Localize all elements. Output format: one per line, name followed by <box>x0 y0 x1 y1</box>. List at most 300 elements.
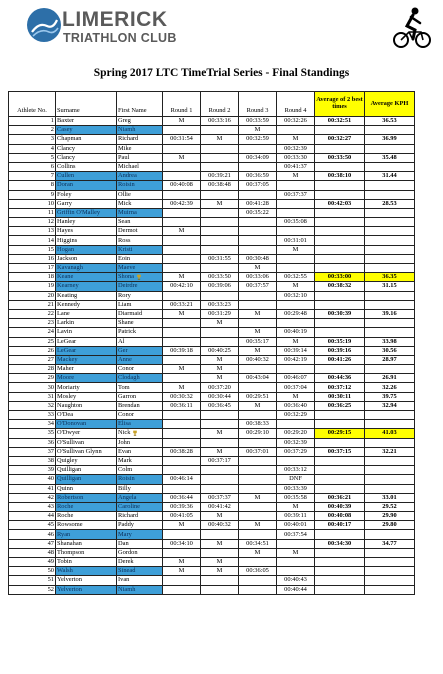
first-name-cell <box>117 502 163 511</box>
first-name-cell <box>117 264 163 273</box>
first-name-cell-text: Shane <box>118 319 134 327</box>
surname-cell-text: O'Donovan <box>57 420 87 428</box>
first-name-cell <box>117 236 163 245</box>
round2-cell <box>201 438 239 447</box>
athlete-no-cell <box>9 236 56 245</box>
surname-cell-text: Quilligan <box>57 466 82 474</box>
average-kph-cell <box>365 328 415 337</box>
round1-cell-text: 00:39:18 <box>170 346 193 354</box>
first-name-cell <box>117 548 163 557</box>
average-kph-cell <box>365 456 415 465</box>
round2-cell-text: 00:38:48 <box>208 181 231 189</box>
round3-cell <box>239 512 277 521</box>
round2-cell <box>201 502 239 511</box>
round2-cell <box>201 447 239 456</box>
average-best-cell <box>315 456 365 465</box>
athlete-no-cell-text: 32 <box>47 401 54 409</box>
round4-cell-text: 00:36:40 <box>284 401 307 409</box>
round4-cell <box>277 420 315 429</box>
round2-cell-text: M <box>216 567 223 575</box>
table-row <box>9 190 415 199</box>
average-best-cell <box>315 512 365 521</box>
first-name-cell <box>117 585 163 594</box>
round2-cell <box>201 585 239 594</box>
athlete-no-cell-text: 19 <box>47 282 54 290</box>
round3-cell <box>239 429 277 438</box>
surname-cell <box>56 319 117 328</box>
round3-cell <box>239 558 277 567</box>
average-kph-cell <box>365 144 415 153</box>
round2-cell <box>201 558 239 567</box>
round4-cell-text: 00:37:37 <box>284 190 307 198</box>
average-best-cell <box>315 190 365 199</box>
round2-cell <box>201 117 239 126</box>
round1-cell <box>163 190 201 199</box>
trophy-icon <box>136 274 142 280</box>
round4-cell <box>277 309 315 318</box>
athlete-no-cell-text: 16 <box>47 254 54 262</box>
average-kph-cell <box>365 273 415 282</box>
average-kph-cell-text: 29.52 <box>382 502 397 510</box>
round3-cell <box>239 383 277 392</box>
round4-cell-text: M <box>292 135 299 143</box>
round3-cell-text: 00:35:17 <box>246 337 269 345</box>
round1-cell-text: M <box>178 117 185 125</box>
round1-cell <box>163 117 201 126</box>
table-row <box>9 493 415 502</box>
average-kph-cell <box>365 117 415 126</box>
first-name-cell <box>117 199 163 208</box>
table-row <box>9 245 415 254</box>
round4-cell-text: M <box>292 245 299 253</box>
average-kph-cell <box>365 585 415 594</box>
round4-cell-text: 00:33:30 <box>284 153 307 161</box>
athlete-no-cell <box>9 374 56 383</box>
table-row <box>9 144 415 153</box>
round1-cell <box>163 411 201 420</box>
round2-cell-text: M <box>216 319 223 327</box>
round2-cell-text: 00:33:23 <box>208 300 231 308</box>
col-header: Round 4 <box>277 92 315 117</box>
round1-cell-text: M <box>178 567 185 575</box>
round4-cell <box>277 117 315 126</box>
round2-cell <box>201 227 239 236</box>
round1-cell-text: 00:40:08 <box>170 181 193 189</box>
round4-cell <box>277 374 315 383</box>
surname-cell <box>56 117 117 126</box>
round2-cell-text: M <box>216 512 223 520</box>
surname-cell <box>56 411 117 420</box>
first-name-cell <box>117 208 163 217</box>
round2-cell <box>201 466 239 475</box>
round3-cell-text: 00:36:59 <box>246 172 269 180</box>
round2-cell <box>201 264 239 273</box>
surname-cell-text: Lane <box>57 310 70 318</box>
table-row <box>9 521 415 530</box>
surname-cell <box>56 264 117 273</box>
round3-cell-text: M <box>254 401 261 409</box>
round3-cell-text: 00:40:32 <box>246 355 269 363</box>
round1-cell <box>163 181 201 190</box>
round3-cell <box>239 144 277 153</box>
surname-cell <box>56 493 117 502</box>
athlete-no-cell-text: 52 <box>47 585 54 593</box>
round4-cell <box>277 484 315 493</box>
average-best-cell <box>315 227 365 236</box>
surname-cell <box>56 236 117 245</box>
round2-cell-text: 00:37:20 <box>208 383 231 391</box>
surname-cell <box>56 199 117 208</box>
average-kph-cell <box>365 493 415 502</box>
round3-cell <box>239 521 277 530</box>
average-kph-cell-text: 28.97 <box>382 355 397 363</box>
surname-cell <box>56 328 117 337</box>
athlete-no-cell <box>9 126 56 135</box>
round3-cell <box>239 236 277 245</box>
average-kph-cell <box>365 346 415 355</box>
round4-cell <box>277 567 315 576</box>
first-name-cell <box>117 162 163 171</box>
round4-cell-text: 00:40:43 <box>284 576 307 584</box>
average-best-cell-text: 00:36:21 <box>327 493 352 501</box>
round2-cell <box>201 245 239 254</box>
athlete-no-cell <box>9 493 56 502</box>
athlete-no-cell <box>9 218 56 227</box>
round1-cell <box>163 245 201 254</box>
average-kph-cell <box>365 319 415 328</box>
round2-cell-text: 00:37:37 <box>208 493 231 501</box>
average-kph-cell-text: 34.77 <box>382 539 397 547</box>
athlete-no-cell-text: 42 <box>47 493 54 501</box>
round4-cell-text: 00:46:07 <box>284 374 307 382</box>
average-kph-cell-text: 29.90 <box>382 512 397 520</box>
athlete-no-cell <box>9 401 56 410</box>
first-name-cell-text: Shona <box>118 273 134 281</box>
first-name-cell-text: Eoin <box>118 254 131 262</box>
surname-cell-text: Higgins <box>57 236 78 244</box>
round3-cell <box>239 585 277 594</box>
surname-cell-text: LeGear <box>57 346 77 354</box>
round4-cell-text: 00:32:29 <box>284 411 307 419</box>
athlete-no-cell-text: 50 <box>47 567 54 575</box>
surname-cell <box>56 438 117 447</box>
first-name-cell <box>117 484 163 493</box>
table-row <box>9 153 415 162</box>
col-header: Round 2 <box>201 92 239 117</box>
first-name-cell-text: Ger <box>118 346 128 354</box>
table-row <box>9 172 415 181</box>
athlete-no-cell-text: 35 <box>47 429 54 437</box>
average-kph-cell-text: 39.16 <box>382 310 397 318</box>
average-best-cell-text: 00:30:39 <box>327 310 352 318</box>
round1-cell <box>163 319 201 328</box>
round3-cell <box>239 447 277 456</box>
first-name-cell <box>117 355 163 364</box>
first-name-cell-text: Tom <box>118 383 130 391</box>
average-kph-cell <box>365 521 415 530</box>
round1-cell <box>163 447 201 456</box>
average-best-cell-text: 00:37:12 <box>327 383 352 391</box>
first-name-cell-text: Gordon <box>118 548 138 556</box>
round3-cell <box>239 411 277 420</box>
round4-cell <box>277 199 315 208</box>
round3-cell <box>239 135 277 144</box>
round1-cell-text: 00:46:14 <box>170 475 193 483</box>
athlete-no-cell-text: 14 <box>47 236 54 244</box>
round4-cell <box>277 548 315 557</box>
round3-cell <box>239 254 277 263</box>
round2-cell-text: 00:33:50 <box>208 273 231 281</box>
first-name-cell-text: Clodagh <box>118 374 140 382</box>
average-kph-cell <box>365 374 415 383</box>
average-kph-cell <box>365 291 415 300</box>
round2-cell <box>201 365 239 374</box>
average-kph-cell <box>365 254 415 263</box>
surname-cell <box>56 383 117 392</box>
athlete-no-cell <box>9 153 56 162</box>
athlete-no-cell-text: 21 <box>47 300 54 308</box>
surname-cell <box>56 181 117 190</box>
average-kph-cell <box>365 567 415 576</box>
surname-cell-text: Shanahan <box>57 539 82 547</box>
surname-cell-text: Kennedy <box>57 300 81 308</box>
table-row <box>9 466 415 475</box>
first-name-cell <box>117 319 163 328</box>
round1-cell <box>163 392 201 401</box>
first-name-cell <box>117 530 163 539</box>
average-best-cell-text: 00:33:50 <box>327 153 352 161</box>
athlete-no-cell-text: 15 <box>47 245 54 253</box>
average-kph-cell <box>365 135 415 144</box>
athlete-no-cell-text: 38 <box>47 457 54 465</box>
surname-cell <box>56 475 117 484</box>
round1-cell <box>163 218 201 227</box>
round4-cell <box>277 273 315 282</box>
round1-cell-text: 00:38:28 <box>170 447 193 455</box>
average-best-cell-text: 00:37:15 <box>327 447 352 455</box>
round4-cell <box>277 162 315 171</box>
average-kph-cell <box>365 558 415 567</box>
first-name-cell-text: Paddy <box>118 521 134 529</box>
round1-cell <box>163 502 201 511</box>
table-row <box>9 208 415 217</box>
round1-cell-text: M <box>178 558 185 566</box>
table-row <box>9 512 415 521</box>
first-name-cell-text: Maeve <box>118 264 136 272</box>
table-row <box>9 585 415 594</box>
round3-cell-text: 00:29:10 <box>246 429 269 437</box>
average-best-cell-text: 00:40:17 <box>327 521 352 529</box>
surname-cell <box>56 291 117 300</box>
round2-cell <box>201 337 239 346</box>
round3-cell-text: 00:33:59 <box>246 117 269 125</box>
surname-cell <box>56 429 117 438</box>
surname-cell <box>56 300 117 309</box>
athlete-no-cell <box>9 429 56 438</box>
average-kph-cell <box>365 420 415 429</box>
round3-cell <box>239 567 277 576</box>
round2-cell-text: M <box>216 539 223 547</box>
round1-cell-text: M <box>178 365 185 373</box>
col-header: Average of 2 best times <box>315 92 365 117</box>
first-name-cell-text: Kristi <box>118 245 133 253</box>
athlete-no-cell <box>9 181 56 190</box>
round1-cell <box>163 282 201 291</box>
surname-cell <box>56 245 117 254</box>
round1-cell <box>163 328 201 337</box>
round1-cell <box>163 493 201 502</box>
first-name-cell-text: Niamh <box>118 585 136 593</box>
average-kph-cell <box>365 218 415 227</box>
round4-cell <box>277 181 315 190</box>
round2-cell <box>201 254 239 263</box>
round2-cell-text: 00:37:17 <box>208 457 231 465</box>
first-name-cell-text: Dan <box>118 539 129 547</box>
round2-cell-text: M <box>216 429 223 437</box>
round4-cell <box>277 227 315 236</box>
round3-cell <box>239 337 277 346</box>
round4-cell-text: 00:37:54 <box>284 530 307 538</box>
round3-cell <box>239 190 277 199</box>
round4-cell <box>277 126 315 135</box>
first-name-cell <box>117 218 163 227</box>
col-header: Round 3 <box>239 92 277 117</box>
round1-cell <box>163 355 201 364</box>
round3-cell <box>239 172 277 181</box>
round3-cell-text: M <box>254 328 261 336</box>
round3-cell-text: M <box>254 548 261 556</box>
average-best-cell <box>315 567 365 576</box>
table-row <box>9 456 415 465</box>
surname-cell <box>56 447 117 456</box>
table-row <box>9 236 415 245</box>
round3-cell-text: 00:30:48 <box>246 254 269 262</box>
average-best-cell <box>315 530 365 539</box>
round3-cell <box>239 456 277 465</box>
average-kph-cell <box>365 355 415 364</box>
round3-cell <box>239 199 277 208</box>
round3-cell-text: M <box>254 264 261 272</box>
average-kph-cell <box>365 264 415 273</box>
athlete-no-cell-text: 34 <box>47 420 54 428</box>
average-best-cell <box>315 346 365 355</box>
round4-cell-text: 00:40:19 <box>284 328 307 336</box>
round4-cell <box>277 539 315 548</box>
average-best-cell <box>315 236 365 245</box>
first-name-cell <box>117 512 163 521</box>
round1-cell-text: M <box>178 227 185 235</box>
surname-cell <box>56 512 117 521</box>
round1-cell <box>163 401 201 410</box>
athlete-no-cell-text: 3 <box>50 135 54 143</box>
round2-cell <box>201 475 239 484</box>
athlete-no-cell-text: 23 <box>47 319 54 327</box>
round4-cell <box>277 447 315 456</box>
round4-cell <box>277 392 315 401</box>
average-best-cell <box>315 447 365 456</box>
average-best-cell <box>315 309 365 318</box>
athlete-no-cell-text: 22 <box>47 310 54 318</box>
round4-cell <box>277 530 315 539</box>
round1-cell <box>163 365 201 374</box>
athlete-no-cell-text: 41 <box>47 484 54 492</box>
average-best-cell <box>315 162 365 171</box>
average-best-cell <box>315 135 365 144</box>
average-best-cell-text: 00:35:19 <box>327 337 352 345</box>
round4-cell-text: 00:42:19 <box>284 355 307 363</box>
table-row <box>9 558 415 567</box>
athlete-no-cell <box>9 328 56 337</box>
athlete-no-cell-text: 26 <box>47 346 54 354</box>
table-row <box>9 273 415 282</box>
round2-cell-text: M <box>216 558 223 566</box>
athlete-no-cell <box>9 585 56 594</box>
round4-cell <box>277 282 315 291</box>
table-row <box>9 411 415 420</box>
round3-cell-text: 00:36:05 <box>246 567 269 575</box>
average-best-cell <box>315 337 365 346</box>
athlete-no-cell <box>9 521 56 530</box>
round1-cell-text: 00:31:54 <box>170 135 193 143</box>
average-kph-cell-text: 33.01 <box>382 493 397 501</box>
round3-cell <box>239 548 277 557</box>
round3-cell <box>239 475 277 484</box>
club-subtitle: TRIATHLON CLUB <box>63 31 177 45</box>
first-name-cell-text: Dermot <box>118 227 138 235</box>
athlete-no-cell <box>9 172 56 181</box>
round3-cell <box>239 420 277 429</box>
athlete-no-cell-text: 44 <box>47 512 54 520</box>
surname-cell-text: Tobin <box>57 558 72 566</box>
average-best-cell-text: 00:40:08 <box>327 512 352 520</box>
round1-cell <box>163 456 201 465</box>
average-kph-cell <box>365 199 415 208</box>
round2-cell <box>201 135 239 144</box>
round3-cell <box>239 245 277 254</box>
round1-cell <box>163 438 201 447</box>
average-kph-cell-text: 36.53 <box>382 117 397 125</box>
surname-cell <box>56 346 117 355</box>
col-header: Round 1 <box>163 92 201 117</box>
average-best-cell <box>315 126 365 135</box>
round1-cell-text: M <box>178 273 185 281</box>
first-name-cell-text: Patrick <box>118 328 137 336</box>
average-kph-cell <box>365 172 415 181</box>
round3-cell <box>239 282 277 291</box>
table-row <box>9 475 415 484</box>
surname-cell-text: Quigley <box>57 457 78 465</box>
round3-cell <box>239 328 277 337</box>
round1-cell <box>163 264 201 273</box>
athlete-no-cell-text: 46 <box>47 530 54 538</box>
average-best-cell-text: 00:36:25 <box>327 401 352 409</box>
average-best-cell <box>315 319 365 328</box>
surname-cell-text: Moriarty <box>57 383 80 391</box>
round4-cell-text: 00:33:12 <box>284 466 307 474</box>
first-name-cell <box>117 447 163 456</box>
first-name-cell-text: Evan <box>118 447 132 455</box>
athlete-no-cell-text: 30 <box>47 383 54 391</box>
average-best-cell <box>315 218 365 227</box>
round4-cell <box>277 585 315 594</box>
average-best-cell <box>315 181 365 190</box>
average-best-cell <box>315 466 365 475</box>
first-name-cell-text: Mark <box>118 457 132 465</box>
round1-cell <box>163 530 201 539</box>
page-header <box>0 0 443 62</box>
round2-cell-text: M <box>216 447 223 455</box>
round1-cell <box>163 475 201 484</box>
